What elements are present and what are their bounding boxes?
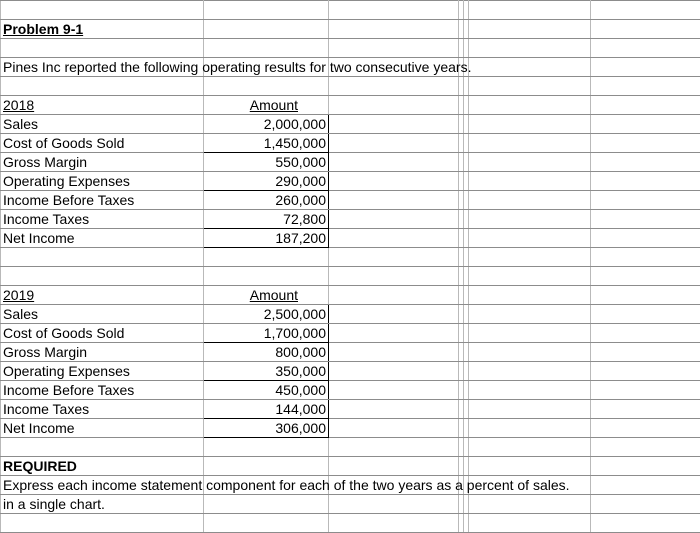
table-row[interactable] bbox=[1, 362, 204, 381]
table-cell-value[interactable]: 187,200 bbox=[204, 229, 329, 248]
row-label: Operating Expenses bbox=[3, 363, 130, 379]
problem-title-cell[interactable] bbox=[1, 20, 204, 39]
table-cell-value[interactable]: 450,000 bbox=[204, 381, 329, 400]
row-label: Income Before Taxes bbox=[3, 382, 135, 398]
row-label: Sales bbox=[3, 306, 39, 322]
table-cell-value[interactable]: 260,000 bbox=[204, 191, 329, 210]
year-2018-label: 2018 bbox=[3, 97, 35, 113]
year-2018-cell[interactable] bbox=[1, 96, 204, 115]
table-cell-value[interactable]: 800,000 bbox=[204, 343, 329, 362]
intro-cell[interactable] bbox=[1, 58, 472, 77]
intro-text: Pines Inc reported the following operating results for two consecutive years. bbox=[3, 59, 472, 75]
table-cell-value[interactable]: 2,500,000 bbox=[204, 305, 329, 324]
row-label: Net Income bbox=[3, 230, 75, 246]
table-cell-value[interactable]: 144,000 bbox=[204, 400, 329, 419]
table-row[interactable] bbox=[1, 153, 204, 172]
row-label: Sales bbox=[3, 116, 39, 132]
table-row[interactable] bbox=[1, 305, 204, 324]
row-label: Net Income bbox=[3, 420, 75, 436]
row-label: Income Taxes bbox=[3, 401, 90, 417]
problem-title: Problem 9-1 bbox=[3, 21, 84, 37]
table-cell-value[interactable]: 72,800 bbox=[204, 210, 329, 229]
table-row[interactable] bbox=[1, 400, 204, 419]
required-line2-cell[interactable] bbox=[1, 495, 204, 514]
amount-header-2019-cell[interactable] bbox=[204, 286, 329, 305]
table-row[interactable] bbox=[1, 229, 204, 248]
required-instruction-continued: in a single chart. bbox=[3, 496, 105, 512]
table-row[interactable] bbox=[1, 115, 204, 134]
table-row[interactable] bbox=[1, 381, 204, 400]
table-row[interactable] bbox=[1, 134, 204, 153]
year-2019-cell[interactable] bbox=[1, 286, 204, 305]
table-cell-value[interactable]: 1,450,000 bbox=[204, 134, 329, 153]
row-label: Cost of Goods Sold bbox=[3, 325, 125, 341]
table-cell-value[interactable]: 350,000 bbox=[204, 362, 329, 381]
amount-header-2019: Amount bbox=[249, 287, 298, 303]
required-heading: REQUIRED bbox=[3, 458, 77, 474]
table-row[interactable] bbox=[1, 324, 204, 343]
row-label: Income Taxes bbox=[3, 211, 90, 227]
row-label: Operating Expenses bbox=[3, 173, 130, 189]
table-cell-value[interactable]: 290,000 bbox=[204, 172, 329, 191]
required-line1-cell[interactable] bbox=[1, 476, 570, 495]
row-label: Gross Margin bbox=[3, 154, 88, 170]
required-heading-cell[interactable] bbox=[1, 457, 204, 476]
table-row[interactable] bbox=[1, 419, 204, 438]
table-row[interactable] bbox=[1, 343, 204, 362]
table-row[interactable] bbox=[1, 210, 204, 229]
table-row[interactable] bbox=[1, 172, 204, 191]
amount-header-2018: Amount bbox=[249, 97, 298, 113]
required-instruction: Express each income statement component for each of the two years as a percent of sales. bbox=[3, 477, 570, 493]
table-row[interactable] bbox=[1, 191, 204, 210]
row-label: Income Before Taxes bbox=[3, 192, 135, 208]
table-cell-value[interactable]: 550,000 bbox=[204, 153, 329, 172]
table-cell-value[interactable]: 306,000 bbox=[204, 419, 329, 438]
amount-header-2018-cell[interactable] bbox=[204, 96, 329, 115]
table-cell-value[interactable]: 1,700,000 bbox=[204, 324, 329, 343]
table-cell-value[interactable]: 2,000,000 bbox=[204, 115, 329, 134]
year-2019-label: 2019 bbox=[3, 287, 35, 303]
row-label: Gross Margin bbox=[3, 344, 88, 360]
row-label: Cost of Goods Sold bbox=[3, 135, 125, 151]
